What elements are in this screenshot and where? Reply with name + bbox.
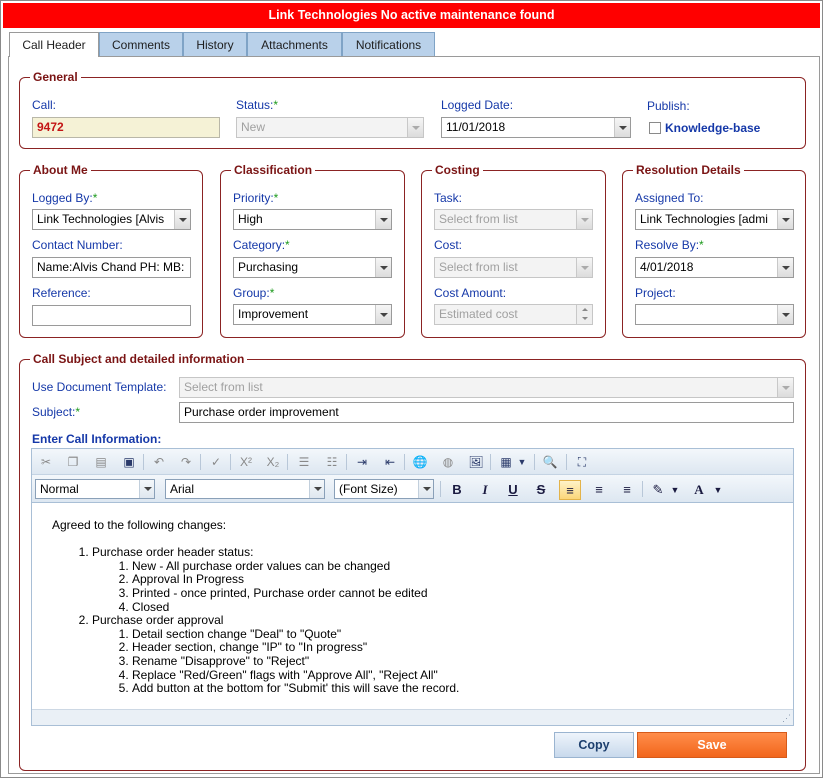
- project-label: Project:: [635, 286, 676, 300]
- chevron-down-icon: [407, 118, 423, 137]
- contact-number-field[interactable]: Name:Alvis Chand PH: MB:: [32, 257, 191, 278]
- list-item: 3. Rename "Disapprove" to "Reject": [132, 655, 773, 669]
- underline-button[interactable]: U: [508, 482, 518, 497]
- bold-button[interactable]: B: [452, 482, 462, 497]
- tab-notifications[interactable]: Notifications: [342, 32, 435, 57]
- general-legend: General: [30, 70, 81, 84]
- font-size-select[interactable]: [334, 479, 434, 499]
- list-item: 2. Approval In Progress: [132, 573, 773, 587]
- chevron-down-icon[interactable]: [777, 210, 793, 229]
- spacer: [52, 533, 773, 547]
- task-placeholder: Select from list: [439, 212, 518, 226]
- insert-table-icon[interactable]: ▦: [500, 455, 512, 469]
- list-item: [92, 614, 773, 696]
- required-marker: *: [269, 286, 275, 300]
- task-label: Task:: [434, 191, 463, 205]
- list-item: 3. Printed - once printed, Purchase order cannot be edited: [132, 587, 773, 601]
- outdent-icon[interactable]: ⇤: [384, 455, 396, 469]
- align-center-icon[interactable]: ≡: [595, 482, 603, 497]
- cost-select[interactable]: [434, 257, 593, 278]
- strikethrough-button[interactable]: S: [536, 482, 546, 497]
- resolution-legend: Resolution Details: [633, 163, 744, 177]
- project-select[interactable]: [635, 304, 794, 325]
- subject-label: Subject:*: [32, 405, 81, 419]
- cost-label: Cost:: [434, 238, 463, 252]
- copy-icon[interactable]: ❐: [67, 455, 79, 469]
- category-label: Category:*: [233, 238, 290, 252]
- group-label: Group:*: [233, 286, 275, 300]
- classification-legend: Classification: [231, 163, 315, 177]
- save-button[interactable]: Save: [637, 732, 787, 758]
- resolve-by-label: Resolve By:*: [635, 238, 704, 252]
- assigned-to-select[interactable]: [635, 209, 794, 230]
- costing-group: [421, 163, 606, 338]
- insert-image-icon[interactable]: 🖼: [468, 455, 484, 469]
- reference-label: Reference:: [32, 286, 91, 300]
- status-label: Status:*: [236, 98, 279, 112]
- superscript-icon[interactable]: X²: [240, 455, 252, 469]
- category-value: Purchasing: [238, 260, 299, 274]
- document-template-placeholder: Select from list: [184, 380, 263, 394]
- editor-status-bar: [32, 709, 793, 725]
- resolve-by-picker[interactable]: [635, 257, 794, 278]
- status-value: New: [241, 120, 266, 134]
- resolution-details-group: [622, 163, 806, 338]
- indent-icon[interactable]: ⇥: [356, 455, 368, 469]
- group-value: Improvement: [238, 307, 309, 321]
- priority-value: High: [238, 212, 263, 226]
- costing-legend: Costing: [432, 163, 483, 177]
- chevron-down-icon[interactable]: [174, 210, 190, 229]
- toolbar-separator: [566, 454, 567, 470]
- toolbar-separator: [200, 454, 201, 470]
- copy-button[interactable]: Copy: [554, 732, 634, 758]
- toolbar-separator: [287, 454, 288, 470]
- contact-number-label: Contact Number:: [32, 238, 123, 252]
- toolbar-separator: [440, 481, 441, 497]
- editor-toolbar-actions: [32, 449, 793, 475]
- priority-select[interactable]: [233, 209, 392, 230]
- align-right-icon[interactable]: ≡: [623, 482, 631, 497]
- enter-call-info-label: Enter Call Information:: [32, 432, 162, 446]
- chevron-down-icon: [418, 480, 433, 498]
- font-name-value: Arial: [170, 482, 195, 496]
- find-replace-icon[interactable]: 🔍: [542, 455, 558, 469]
- about-me-group: [19, 163, 203, 338]
- toolbar-separator: [404, 454, 405, 470]
- publish-label: Publish:: [647, 99, 690, 113]
- chevron-down-icon[interactable]: ▼: [670, 485, 680, 495]
- toolbar-separator: [346, 454, 347, 470]
- tab-attachments[interactable]: Attachments: [247, 32, 342, 57]
- list-item: 4. Closed: [132, 601, 773, 615]
- required-marker: *: [92, 191, 98, 205]
- cut-icon[interactable]: ✂: [40, 455, 52, 469]
- cost-amount-field[interactable]: [434, 304, 593, 325]
- highlight-color-icon[interactable]: ✎: [652, 482, 664, 497]
- logged-by-value: Link Technologies [Alvis: [37, 212, 165, 226]
- redo-icon[interactable]: ↷: [180, 455, 192, 469]
- resolve-by-value: 4/01/2018: [640, 260, 694, 274]
- toolbar-separator: [490, 454, 491, 470]
- toolbar-separator: [143, 454, 144, 470]
- editor-sub-list: [92, 628, 773, 696]
- call-number-field[interactable]: 9472: [32, 117, 220, 138]
- priority-label: Priority:*: [233, 191, 279, 205]
- logged-date-label: Logged Date:: [441, 98, 514, 112]
- undo-icon[interactable]: ↶: [153, 455, 165, 469]
- logged-date-picker[interactable]: [441, 117, 631, 138]
- general-group: [19, 70, 806, 149]
- about-me-legend: About Me: [30, 163, 91, 177]
- align-left-icon[interactable]: ≡: [559, 480, 581, 500]
- group-select[interactable]: [233, 304, 392, 325]
- editor-intro: Agreed to the following changes:: [52, 518, 227, 532]
- paste-icon[interactable]: ▤: [95, 455, 107, 469]
- list-item: 4. Replace "Red/Green" flags with "Approve All", "Reject All": [132, 669, 773, 683]
- chevron-down-icon[interactable]: [777, 305, 793, 324]
- chevron-down-icon[interactable]: [777, 258, 793, 277]
- list-item: 1. New - All purchase order values can be changed: [132, 560, 773, 574]
- chevron-down-icon[interactable]: [375, 258, 391, 277]
- cost-amount-label: Cost Amount:: [434, 286, 507, 300]
- list-item: 1. Detail section change "Deal" to "Quote": [132, 628, 773, 642]
- category-select[interactable]: [233, 257, 392, 278]
- required-marker: *: [75, 405, 81, 419]
- editor-ordered-list: [52, 546, 773, 696]
- font-name-select[interactable]: [165, 479, 325, 499]
- status-select[interactable]: [236, 117, 424, 138]
- call-header-panel: [8, 56, 820, 774]
- insert-link-icon[interactable]: 🌐: [412, 455, 428, 469]
- subject-field[interactable]: Purchase order improvement: [179, 402, 794, 423]
- logged-by-select[interactable]: [32, 209, 191, 230]
- toolbar-separator: [230, 454, 231, 470]
- required-marker: *: [273, 191, 279, 205]
- chevron-down-icon: [309, 480, 324, 498]
- required-marker: *: [285, 238, 290, 252]
- chevron-down-icon[interactable]: [375, 210, 391, 229]
- chevron-down-icon: [139, 480, 154, 498]
- editor-sub-list: [92, 560, 773, 614]
- ordered-list-icon[interactable]: ☰: [298, 455, 310, 469]
- remove-link-icon[interactable]: ◍: [442, 455, 454, 469]
- chevron-down-icon: [576, 258, 592, 277]
- subscript-icon[interactable]: X₂: [266, 455, 280, 469]
- chevron-down-icon[interactable]: ▼: [517, 457, 527, 467]
- task-select[interactable]: [434, 209, 593, 230]
- toolbar-separator: [642, 481, 643, 497]
- list-item: 5. Add button at the bottom for "Submit' this will save the record.: [132, 682, 773, 696]
- rich-text-editor: [31, 448, 794, 726]
- required-marker: *: [273, 98, 279, 112]
- spinner-icon[interactable]: [576, 305, 592, 324]
- editor-content[interactable]: [32, 504, 793, 710]
- list-item-text: Purchase order header status:: [92, 545, 254, 560]
- chevron-down-icon[interactable]: ▼: [713, 485, 723, 495]
- document-template-label: Use Document Template:: [32, 380, 167, 394]
- call-label: Call:: [32, 98, 57, 112]
- tab-history[interactable]: History: [183, 32, 247, 57]
- logged-date-value: 11/01/2018: [446, 120, 506, 134]
- spellcheck-icon[interactable]: ✓: [210, 455, 222, 469]
- knowledge-base-checkbox[interactable]: [649, 122, 661, 134]
- paste-word-icon[interactable]: ▣: [123, 455, 135, 469]
- chevron-down-icon[interactable]: [375, 305, 391, 324]
- cost-amount-placeholder: Estimated cost: [439, 307, 518, 321]
- maintenance-banner: Link Technologies No active maintenance found: [3, 3, 820, 28]
- document-template-select[interactable]: [179, 377, 794, 398]
- paragraph-format-select[interactable]: [35, 479, 155, 499]
- chevron-down-icon: [777, 378, 793, 397]
- editor-toolbar-format: [32, 475, 793, 503]
- tab-comments[interactable]: Comments: [99, 32, 183, 57]
- call-subject-legend: Call Subject and detailed information: [30, 352, 247, 366]
- fullscreen-icon[interactable]: ⛶: [577, 455, 587, 469]
- font-size-value: (Font Size): [339, 482, 398, 496]
- font-color-button[interactable]: A: [694, 482, 704, 497]
- tab-call-header[interactable]: Call Header: [9, 32, 99, 57]
- assigned-to-value: Link Technologies [admi: [640, 212, 768, 226]
- reference-field[interactable]: [32, 305, 191, 326]
- knowledge-base-label[interactable]: Knowledge-base: [665, 121, 761, 135]
- classification-group: [220, 163, 405, 338]
- list-item: [92, 546, 773, 614]
- list-item: 2. Header section, change "IP" to "In progress": [132, 641, 773, 655]
- assigned-to-label: Assigned To:: [635, 191, 704, 205]
- italic-button[interactable]: I: [482, 482, 488, 497]
- chevron-down-icon[interactable]: [614, 118, 630, 137]
- toolbar-separator: [534, 454, 535, 470]
- cost-placeholder: Select from list: [439, 260, 518, 274]
- resize-grip-icon[interactable]: ⋰: [782, 713, 791, 723]
- paragraph-format-value: Normal: [40, 482, 79, 496]
- logged-by-label: Logged By:*: [32, 191, 98, 205]
- required-marker: *: [699, 238, 704, 252]
- unordered-list-icon[interactable]: ☷: [326, 455, 338, 469]
- chevron-down-icon: [576, 210, 592, 229]
- list-item-text: Purchase order approval: [92, 613, 224, 628]
